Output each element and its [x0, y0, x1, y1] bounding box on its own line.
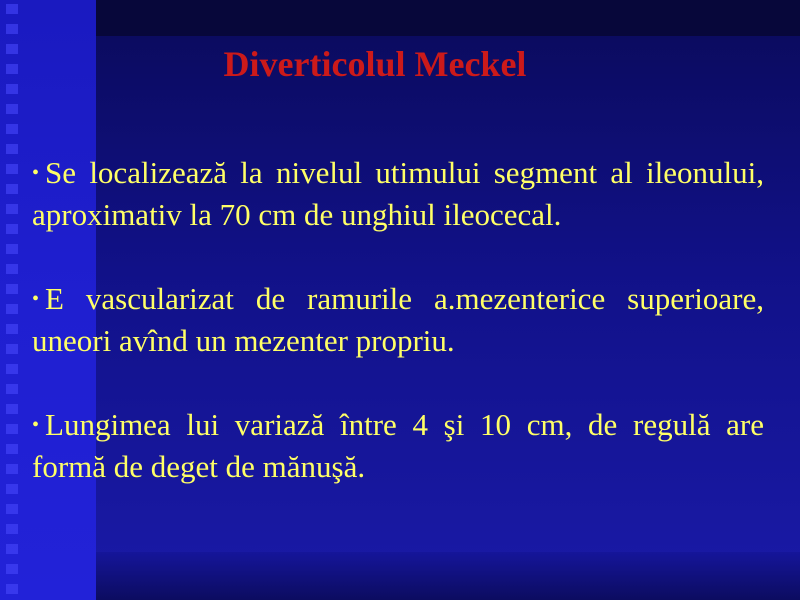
bullet-dot-icon: • — [32, 288, 40, 310]
decorative-square — [6, 404, 18, 414]
bullet-text-1: Se localizează la nivelul utimului segment al ileonului, aproximativ la 70 cm de unghiul ileocecal. — [32, 155, 764, 232]
decorative-squares-column — [6, 0, 20, 600]
decorative-square — [6, 324, 18, 334]
decorative-square — [6, 104, 18, 114]
decorative-square — [6, 424, 18, 434]
bullet-dot-icon: • — [32, 162, 40, 184]
bullet-text-3: Lungimea lui variază între 4 şi 10 cm, de regulă are formă de deget de mănuşă. — [32, 407, 764, 484]
decorative-square — [6, 564, 18, 574]
decorative-square — [6, 504, 18, 514]
decorative-square — [6, 124, 18, 134]
top-decorative-band — [96, 0, 800, 36]
decorative-square — [6, 264, 18, 274]
decorative-square — [6, 224, 18, 234]
decorative-square — [6, 24, 18, 34]
decorative-square — [6, 164, 18, 174]
decorative-square — [6, 144, 18, 154]
slide-title: Diverticolul Meckel — [223, 44, 527, 84]
decorative-square — [6, 364, 18, 374]
decorative-square — [6, 444, 18, 454]
decorative-square — [6, 244, 18, 254]
decorative-square — [6, 384, 18, 394]
bullet-dot-icon: • — [32, 414, 40, 436]
bullet-item-2 — [32, 278, 764, 362]
decorative-square — [6, 544, 18, 554]
bullet-text-2: E vascularizat de ramurile a.mezenterice superioare, uneori avînd un mezenter propriu. — [32, 281, 764, 358]
decorative-square — [6, 464, 18, 474]
slide-content — [32, 152, 764, 488]
decorative-square — [6, 184, 18, 194]
bullet-item-1 — [32, 152, 764, 236]
decorative-square — [6, 484, 18, 494]
bullet-item-3 — [32, 404, 764, 488]
decorative-square — [6, 584, 18, 594]
decorative-square — [6, 304, 18, 314]
decorative-square — [6, 344, 18, 354]
decorative-square — [6, 284, 18, 294]
decorative-square — [6, 4, 18, 14]
decorative-square — [6, 524, 18, 534]
bottom-decorative-band — [96, 552, 800, 600]
decorative-square — [6, 204, 18, 214]
